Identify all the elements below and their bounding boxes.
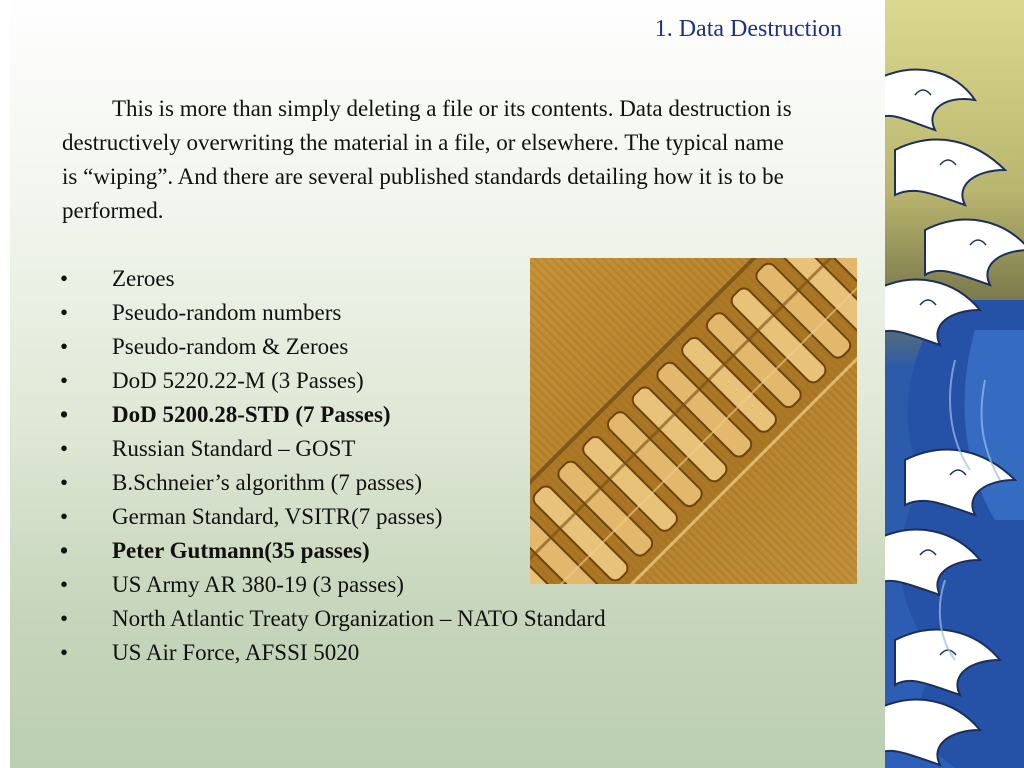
bullet: •	[60, 606, 69, 631]
bullet: •	[60, 572, 69, 597]
bullet: •	[60, 538, 69, 563]
bullet: •	[60, 640, 69, 665]
great-wave-image	[885, 0, 1024, 768]
bullet: •	[60, 334, 69, 359]
bullet: •	[60, 368, 69, 393]
list-item-bold	[60, 398, 606, 432]
list-item	[60, 636, 606, 670]
list-item-text: Peter Gutmann(35 passes)	[112, 538, 370, 563]
list-item-text: US Army AR 380-19 (3 passes)	[112, 572, 404, 597]
bullet: •	[60, 436, 69, 461]
list-item-bold	[60, 534, 606, 568]
standards-list	[60, 262, 606, 670]
slide-left-edge	[0, 0, 10, 768]
list-item-text: DoD 5220.22-M (3 Passes)	[112, 368, 364, 393]
list-item-text: Pseudo-random & Zeroes	[112, 334, 349, 359]
list-item	[60, 602, 606, 636]
list-item	[60, 330, 606, 364]
list-item-text: Russian Standard – GOST	[112, 436, 356, 461]
list-item-text: Zeroes	[112, 266, 175, 291]
bullet: •	[60, 266, 69, 291]
list-item-text: US Air Force, AFSSI 5020	[112, 640, 360, 665]
list-item	[60, 500, 606, 534]
list-item-text: Pseudo-random numbers	[112, 300, 342, 325]
intro-paragraph-text: This is more than simply deleting a file or its contents. Data destruction is destructively overwriting the material in a file, or elsewhere. The typical name is “wiping”. And there are several published standards detailing how it is to be performed.	[62, 96, 792, 223]
list-item-text: B.Schneier’s algorithm (7 passes)	[112, 470, 423, 495]
great-wave-svg	[885, 0, 1024, 768]
list-item	[60, 262, 606, 296]
bullet: •	[60, 504, 69, 529]
list-item-text: German Standard, VSITR(7 passes)	[112, 504, 443, 529]
magnetic-disk-track-svg	[530, 258, 857, 584]
list-item-text: DoD 5200.28-STD (7 Passes)	[112, 402, 391, 427]
list-item	[60, 296, 606, 330]
slide-title: 1. Data Destruction	[654, 16, 842, 42]
magnetic-disk-track-image	[530, 258, 857, 584]
list-item	[60, 432, 606, 466]
intro-paragraph	[62, 92, 802, 228]
bullet: •	[60, 470, 69, 495]
list-item	[60, 466, 606, 500]
list-item-text: North Atlantic Treaty Organization – NATO Standard	[112, 606, 606, 631]
list-item	[60, 568, 606, 602]
list-item	[60, 364, 606, 398]
bullet: •	[60, 300, 69, 325]
bullet: •	[60, 402, 69, 427]
